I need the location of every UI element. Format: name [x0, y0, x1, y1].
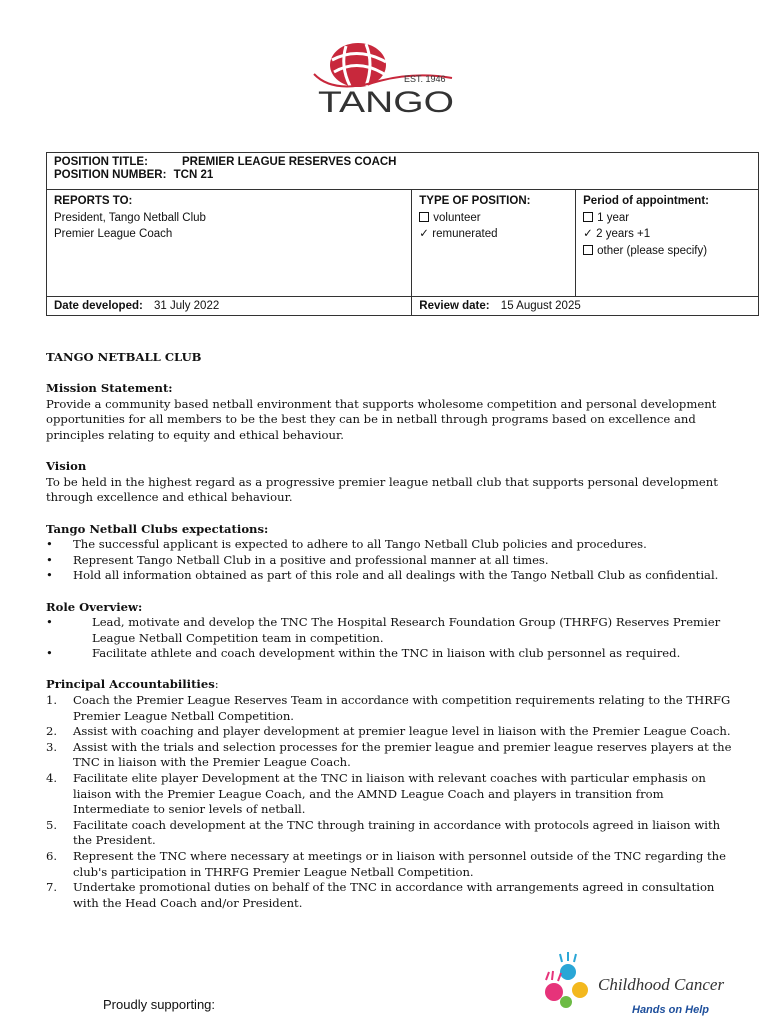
childhood-cancer-logo — [536, 950, 726, 1020]
vision-heading: Vision — [46, 459, 87, 474]
position-number-value: TCN 21 — [173, 169, 214, 181]
developed-value: 31 July 2022 — [154, 300, 220, 312]
reports-cell — [47, 190, 412, 297]
position-number-label: POSITION NUMBER: — [54, 169, 167, 181]
period-option: 2 years +1 — [596, 228, 651, 240]
type-option: remunerated — [432, 228, 498, 240]
accountabilities-list — [46, 693, 736, 911]
developed-cell — [47, 297, 412, 316]
reports-line: Premier League Coach — [54, 228, 173, 240]
expectations-heading: Tango Netball Clubs expectations: — [46, 521, 269, 536]
unchecked-box-icon — [583, 212, 593, 222]
type-label: TYPE OF POSITION: — [419, 195, 531, 207]
period-option: 1 year — [597, 211, 630, 224]
proudly-supporting-text: Proudly supporting: — [103, 997, 216, 1012]
review-label: Review date: — [419, 300, 490, 312]
reports-line: President, Tango Netball Club — [54, 211, 206, 224]
type-cell — [412, 190, 576, 297]
sponsor-tag: Hands on Help — [632, 1004, 710, 1016]
checkmark-icon: ✓ — [583, 228, 593, 240]
list-item: 4. Facilitate elite player Development at the TNC in liaison with relevant coaches with particular emphasis on liaison with the Premier League Coach, and the AMND League Coach and players in transition from Intermediate to senior levels of netball. — [46, 771, 706, 817]
list-item: 2. Assist with coaching and player development at premier league level in liaison with the Premier League Coach. — [46, 724, 731, 739]
developed-label: Date developed: — [54, 300, 143, 312]
club-heading: TANGO NETBALL CLUB — [46, 350, 202, 364]
position-info-table — [46, 152, 759, 316]
sponsor-name: Childhood Cancer — [598, 975, 725, 994]
unchecked-box-icon — [583, 245, 593, 255]
period-label: Period of appointment: — [583, 195, 709, 207]
list-item: • Facilitate athlete and coach development within the TNC in liaison with club personnel as required. — [46, 646, 681, 661]
accountabilities-heading: Principal Accountabilities: — [46, 677, 219, 692]
title-cell — [47, 153, 759, 190]
list-item: • Represent Tango Netball Club in a positive and professional manner at all times. — [46, 552, 549, 567]
list-item: • Hold all information obtained as part of this role and all dealings with the Tango Netball Club as confidential. — [46, 568, 719, 583]
role-list — [46, 615, 736, 662]
vision-text: To be held in the highest regard as a progressive premier league netball club that supports personal development through excellence and ethical behaviour. — [46, 474, 718, 505]
tango-logo — [312, 38, 462, 118]
document-body — [46, 350, 736, 911]
logo-name: TANGO — [318, 86, 454, 118]
list-item: 1. Coach the Premier League Reserves Team in accordance with competition requirements relating to the THRFG Premier League Netball Competition. — [46, 693, 731, 723]
role-heading: Role Overview: — [46, 599, 143, 614]
list-item: 7. Undertake promotional duties on behalf of the TNC in accordance with arrangements agreed in consultation with the Head Coach and/or President. — [46, 880, 715, 910]
position-title-label: POSITION TITLE: — [54, 156, 148, 168]
handprints-icon — [536, 950, 726, 1020]
mission-text: Provide a community based netball environment that supports wholesome competition and personal development opportunities for all members to be the best they can be in netball through programs based on excellence and principles relating to equity and ethical behaviour. — [46, 396, 717, 442]
checkmark-icon: ✓ — [419, 228, 429, 240]
period-cell — [576, 190, 759, 297]
netball-logo-icon — [312, 38, 462, 118]
list-item: • The successful applicant is expected to adhere to all Tango Netball Club policies and procedures. — [46, 537, 647, 552]
list-item: • Lead, motivate and develop the TNC The Hospital Research Foundation Group (THRFG) Reserves Premier League Netball Competition team in competition. — [46, 615, 721, 645]
list-item: 6. Represent the TNC where necessary at meetings or in liaison with personnel outside of the TNC regarding the club's participation in THRFG Premier League Netball Competition. — [46, 849, 726, 879]
type-option: volunteer — [433, 211, 481, 224]
reports-label: REPORTS TO: — [54, 195, 133, 207]
mission-heading: Mission Statement: — [46, 381, 173, 396]
logo-est: EST. 1946 — [404, 74, 446, 84]
expectations-list — [46, 537, 736, 584]
review-cell — [412, 297, 759, 316]
position-title-value: PREMIER LEAGUE RESERVES COACH — [182, 156, 397, 168]
period-option: other (please specify) — [597, 244, 708, 257]
unchecked-box-icon — [419, 212, 429, 222]
list-item: 3. Assist with the trials and selection processes for the premier league and premier league reserves players at the TNC in liaison with the Premier League Coach. — [46, 739, 732, 770]
list-item: 5. Facilitate coach development at the TNC through training in accordance with protocols agreed in liaison with the President. — [46, 817, 721, 848]
review-value: 15 August 2025 — [500, 300, 581, 312]
